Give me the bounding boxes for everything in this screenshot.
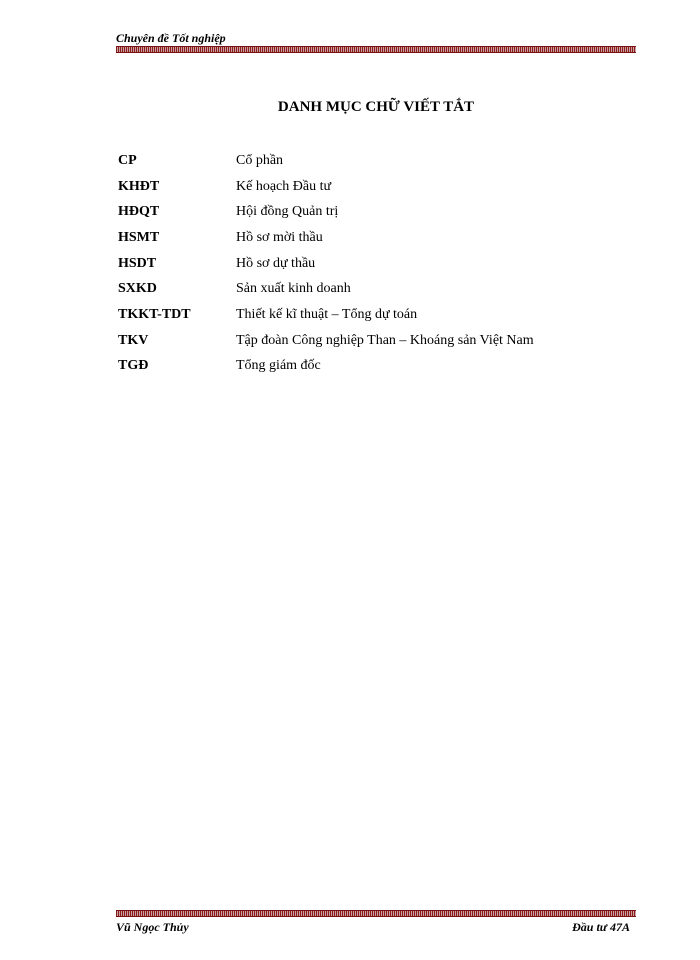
abbreviation-meaning: Tổng giám đốc [236, 358, 321, 374]
abbreviation-meaning: Tập đoàn Công nghiệp Than – Khoáng sản Việt Nam [236, 332, 534, 348]
footer-rule [116, 910, 636, 917]
abbreviation-meaning: Sản xuất kinh doanh [236, 281, 351, 297]
abbreviation-code: CP [118, 152, 137, 168]
header-rule [116, 46, 636, 53]
abbreviation-code: HSDT [118, 255, 157, 271]
abbreviation-row [118, 354, 638, 380]
abbreviation-row [118, 148, 638, 174]
abbreviation-row [118, 302, 638, 328]
footer-author: Vũ Ngọc Thủy [116, 920, 189, 934]
page-title: DANH MỤC CHỮ VIẾT TẮT [277, 99, 475, 115]
abbreviation-code: TKV [118, 332, 149, 348]
abbreviation-code: TGĐ [118, 358, 149, 374]
abbreviation-code: HĐQT [118, 204, 160, 220]
abbreviation-row [118, 276, 638, 302]
page-header [116, 31, 636, 53]
header-title: Chuyên đề Tốt nghiệp [116, 31, 226, 45]
abbreviation-code: KHĐT [118, 178, 160, 194]
abbreviation-meaning: Hồ sơ dự thầu [236, 255, 316, 271]
abbreviation-row [118, 328, 638, 354]
abbreviation-row [118, 174, 638, 200]
abbreviation-meaning: Cổ phần [236, 152, 284, 168]
abbreviation-code: HSMT [118, 229, 160, 245]
footer-row [116, 920, 636, 934]
abbreviation-code: SXKD [118, 281, 157, 297]
abbreviation-row [118, 199, 638, 225]
page-footer [116, 909, 636, 934]
abbreviation-row [118, 225, 638, 251]
abbreviation-meaning: Hồ sơ mời thầu [236, 229, 323, 245]
abbreviation-row [118, 251, 638, 277]
abbreviation-meaning: Hội đồng Quản trị [236, 204, 339, 220]
footer-class: Đầu tư 47A [572, 920, 630, 934]
abbreviation-meaning: Thiết kế kĩ thuật – Tổng dự toán [236, 306, 418, 322]
abbreviation-list [118, 148, 638, 379]
abbreviation-meaning: Kế hoạch Đầu tư [236, 178, 332, 194]
abbreviation-code: TKKT-TDT [118, 306, 191, 322]
